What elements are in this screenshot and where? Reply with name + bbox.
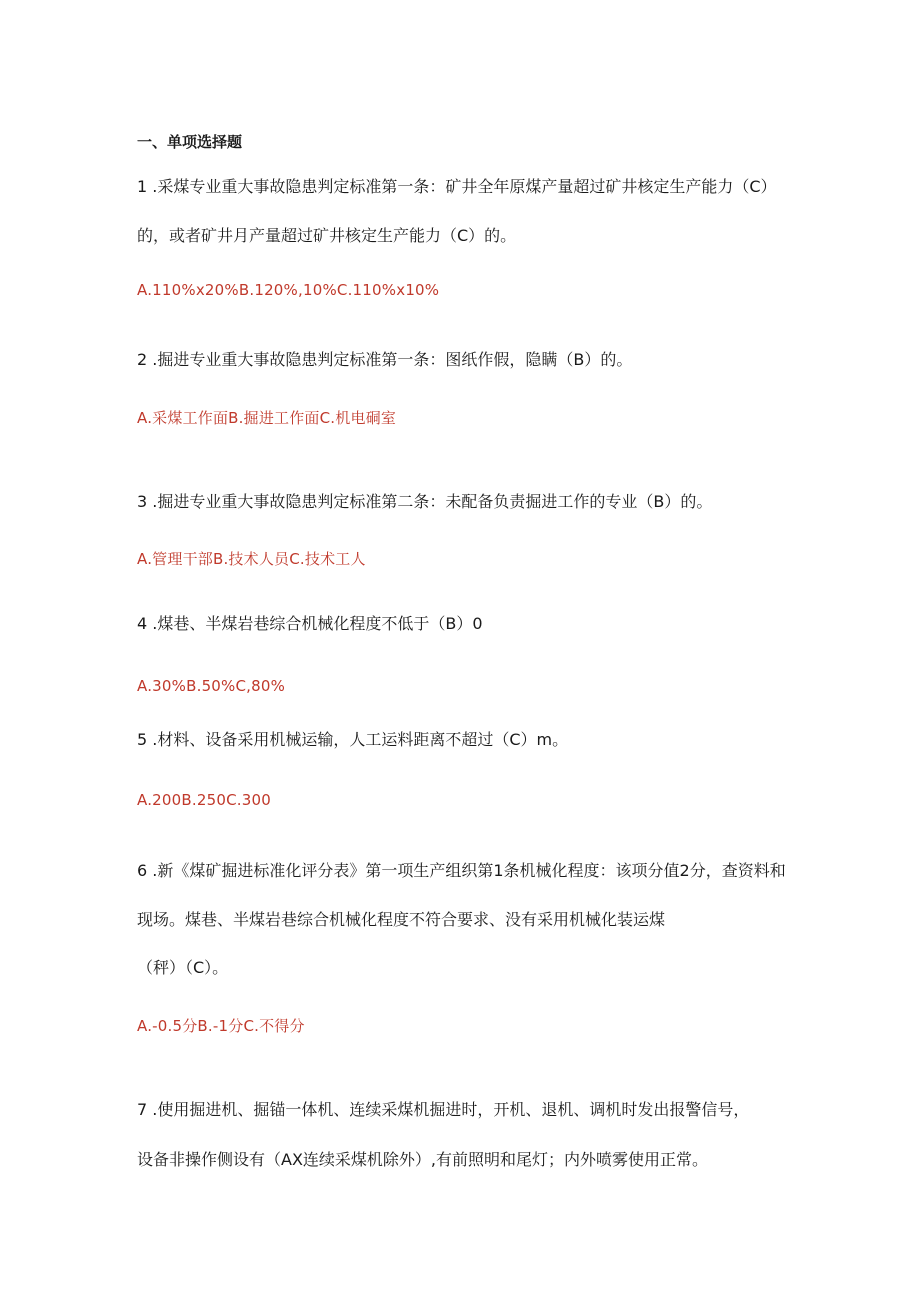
question-6-line-1: 6 .新《煤矿掘进标准化评分表》第一项生产组织第1条机械化程度：该项分值2分，查资料和 [137,861,786,880]
question-1-options: A.110%x20%B.120%,10%C.110%x10% [137,281,440,299]
question-6-line-3: （秤）（C）。 [137,958,229,977]
question-3-line-1: 3 .掘进专业重大事故隐患判定标准第二条：未配备负责掘进工作的专业（B）的。 [137,492,713,511]
question-7-line-2: 设备非操作侧设有（AX连续采煤机除外）,有前照明和尾灯；内外喷雾使用正常。 [137,1150,708,1169]
question-1-line-1: 1 .采煤专业重大事故隐患判定标准第一条：矿井全年原煤产量超过矿井核定生产能力（C） [137,177,777,196]
question-7-line-1: 7 .使用掘进机、掘锚一体机、连续采煤机掘进时，开机、退机、调机时发出报警信号， [137,1100,750,1119]
question-4-line-1: 4 .煤巷、半煤岩巷综合机械化程度不低于（B）0 [137,614,483,633]
question-2-options: A.采煤工作面B.掘进工作面C.机电硐室 [137,409,397,427]
question-5-options: A.200B.250C.300 [137,791,271,809]
question-3-options: A.管理干部B.技术人员C.技术工人 [137,550,366,568]
question-5-line-1: 5 .材料、设备采用机械运输，人工运料距离不超过（C）m。 [137,730,569,749]
question-4-options: A.30%B.50%C,80% [137,677,286,695]
question-6-line-2: 现场。煤巷、半煤岩巷综合机械化程度不符合要求、没有采用机械化装运煤 [137,910,666,929]
question-2-line-1: 2 .掘进专业重大事故隐患判定标准第一条：图纸作假，隐瞒（B）的。 [137,350,633,369]
section-title: 一、单项选择题 [137,133,243,151]
question-6-options: A.-0.5分B.-1分C.不得分 [137,1017,305,1035]
question-1-line-2: 的，或者矿井月产量超过矿井核定生产能力（C）的。 [137,226,517,245]
